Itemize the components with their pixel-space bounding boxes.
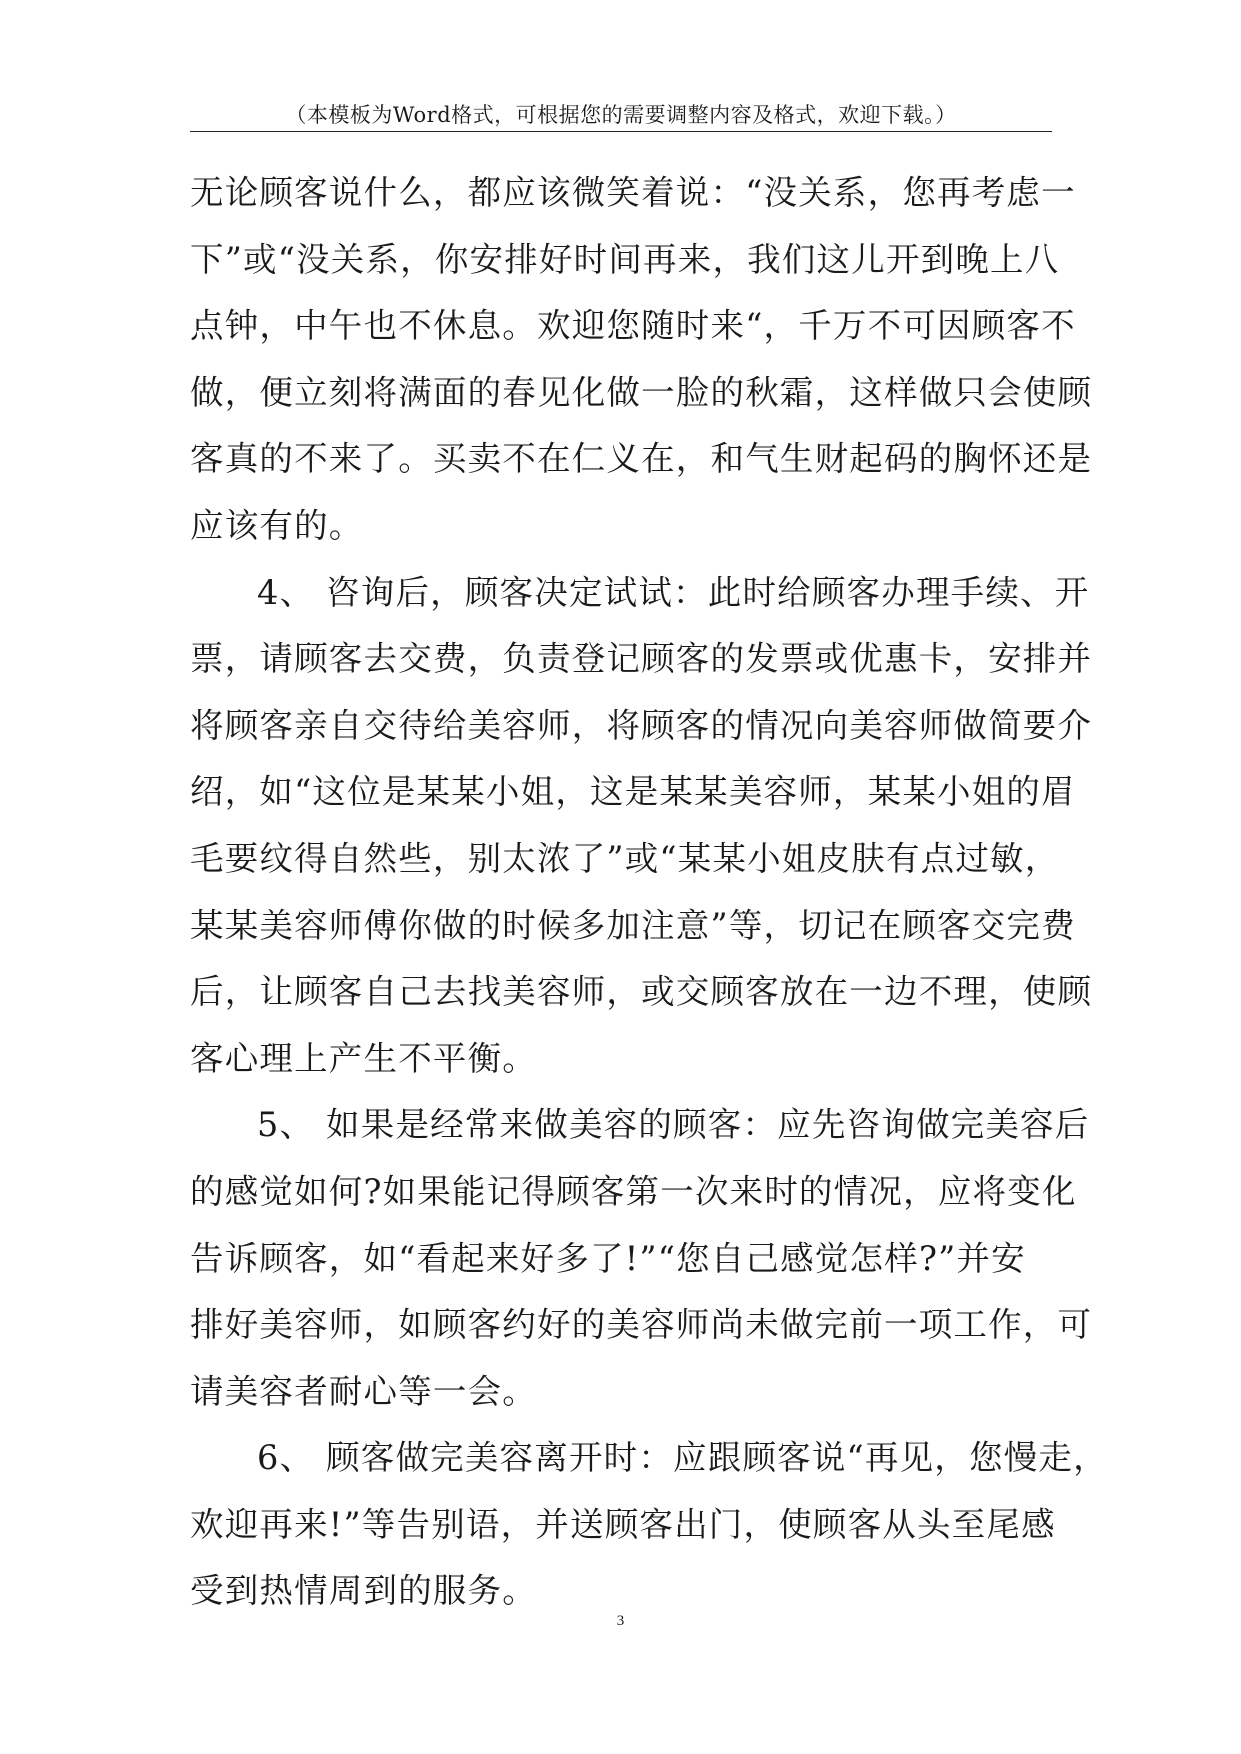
text-line: 某某美容师傅你做的时候多加注意”等，切记在顾客交完费	[190, 905, 1076, 945]
text-line: 下”或“没关系，你安排好时间再来，我们这儿开到晚上八	[190, 239, 1060, 279]
text-line: 欢迎再来!”等告别语，并送顾客出门，使顾客从头至尾感	[190, 1504, 1056, 1544]
text-line: 客真的不来了。买卖不在仁义在，和气生财起码的胸怀还是	[190, 439, 1093, 479]
text-line: 告诉顾客，如“看起来好多了!”“您自己感觉怎样?”并安	[190, 1238, 1026, 1278]
text-line: 的感觉如何?如果能记得顾客第一次来时的情况，应将变化	[190, 1171, 1077, 1211]
text-line: 4、 咨询后，顾客决定试试：此时给顾客办理手续、开	[257, 572, 1090, 612]
document-body	[190, 160, 1108, 1625]
text-line: 6、 顾客做完美容离开时：应跟顾客说“再见，您慢走，	[257, 1438, 1108, 1478]
page-number: 3	[616, 1613, 625, 1629]
text-line: 5、 如果是经常来做美容的顾客：应先咨询做完美容后	[257, 1105, 1090, 1145]
text-line: 毛要纹得自然些，别太浓了”或“某某小姐皮肤有点过敏，	[190, 838, 1060, 878]
text-line: 绍，如“这位是某某小姐，这是某某美容师，某某小姐的眉	[190, 772, 1076, 812]
text-line: 后，让顾客自己去找美容师，或交顾客放在一边不理，使顾	[190, 972, 1093, 1012]
template-header-note: （本模板为Word格式，可根据您的需要调整内容及格式，欢迎下载。）	[285, 103, 957, 127]
text-line: 无论顾客说什么，都应该微笑着说：“没关系，您再考虑一	[190, 173, 1076, 212]
text-line: 票，请顾客去交费，负责登记顾客的发票或优惠卡，安排并	[190, 639, 1093, 679]
text-line: 应该有的。	[190, 505, 364, 545]
text-line: 做，便立刻将满面的春见化做一脸的秋霜，这样做只会使顾	[190, 372, 1093, 412]
text-line: 点钟，中午也不休息。欢迎您随时来“，千万不可因顾客不	[190, 306, 1076, 346]
text-line: 受到热情周到的服务。	[190, 1571, 537, 1611]
text-line: 将顾客亲自交待给美容师，将顾客的情况向美容师做简要介	[190, 705, 1093, 745]
header-divider	[190, 131, 1052, 132]
text-line: 请美容者耐心等一会。	[190, 1371, 537, 1411]
text-line: 客心理上产生不平衡。	[190, 1038, 537, 1078]
text-line: 排好美容师，如顾客约好的美容师尚未做完前一项工作，可	[190, 1305, 1093, 1345]
